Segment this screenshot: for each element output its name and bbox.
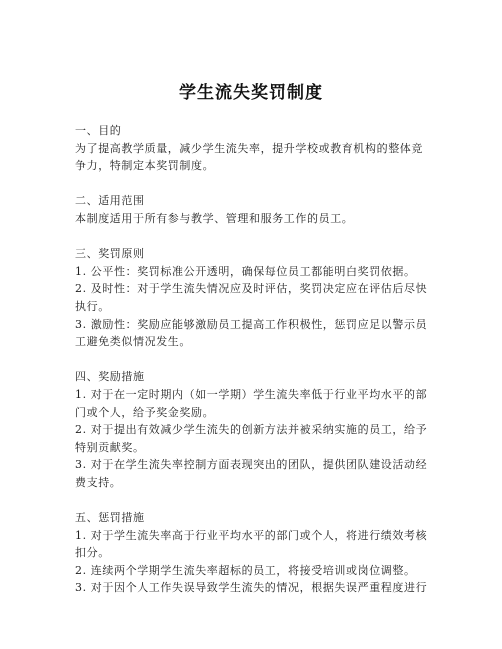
list-item: 3. 对于因个人工作失误导致学生流失的情况，根据失误严重程度进行 <box>75 581 428 595</box>
section-purpose <box>75 122 430 175</box>
list-item: 2. 及时性：对于学生流失情况应及时评估，奖罚决定应在评估后尽快执行。 <box>75 282 428 313</box>
list-item: 1. 对于在一定时期内（如一学期）学生流失率低于行业平均水平的部门或个人，给予奖金奖励。 <box>75 387 428 419</box>
section-heading: 一、目的 <box>75 124 122 137</box>
section-heading: 三、奖罚原则 <box>75 247 145 261</box>
list-item: 1. 对于学生流失率高于行业平均水平的部门或个人，将进行绩效考核扣分。 <box>75 528 428 560</box>
section-rewards <box>75 368 430 491</box>
document-body <box>75 122 430 597</box>
list-item: 2. 连续两个学期学生流失率超标的员工，将接受培训或岗位调整。 <box>75 563 416 577</box>
section-paragraph: 本制度适用于所有参与教学、管理和服务工作的员工。 <box>75 211 354 225</box>
list-item: 3. 对于在学生流失率控制方面表现突出的团队，提供团队建设活动经费支持。 <box>75 458 428 489</box>
section-penalties <box>75 509 430 597</box>
section-principles <box>75 245 430 351</box>
section-heading: 二、适用范围 <box>75 194 145 208</box>
list-item: 1. 公平性：奖罚标准公开透明，确保每位员工都能明白奖罚依据。 <box>75 264 416 278</box>
section-heading: 四、奖励措施 <box>75 370 145 384</box>
section-heading: 五、惩罚措施 <box>75 511 145 525</box>
section-scope <box>75 192 430 227</box>
document-title: 学生流失奖罚制度 <box>179 83 323 103</box>
section-paragraph: 为了提高教学质量，减少学生流失率，提升学校或教育机构的整体竞争力，特制定本奖罚制度。 <box>75 141 423 173</box>
list-item: 3. 激励性：奖励应能够激励员工提高工作积极性，惩罚应足以警示员工避免类似情况发生。 <box>75 317 428 349</box>
list-item: 2. 对于提出有效减少学生流失的创新方法并被采纳实施的员工，给予特别贡献奖。 <box>75 423 428 454</box>
